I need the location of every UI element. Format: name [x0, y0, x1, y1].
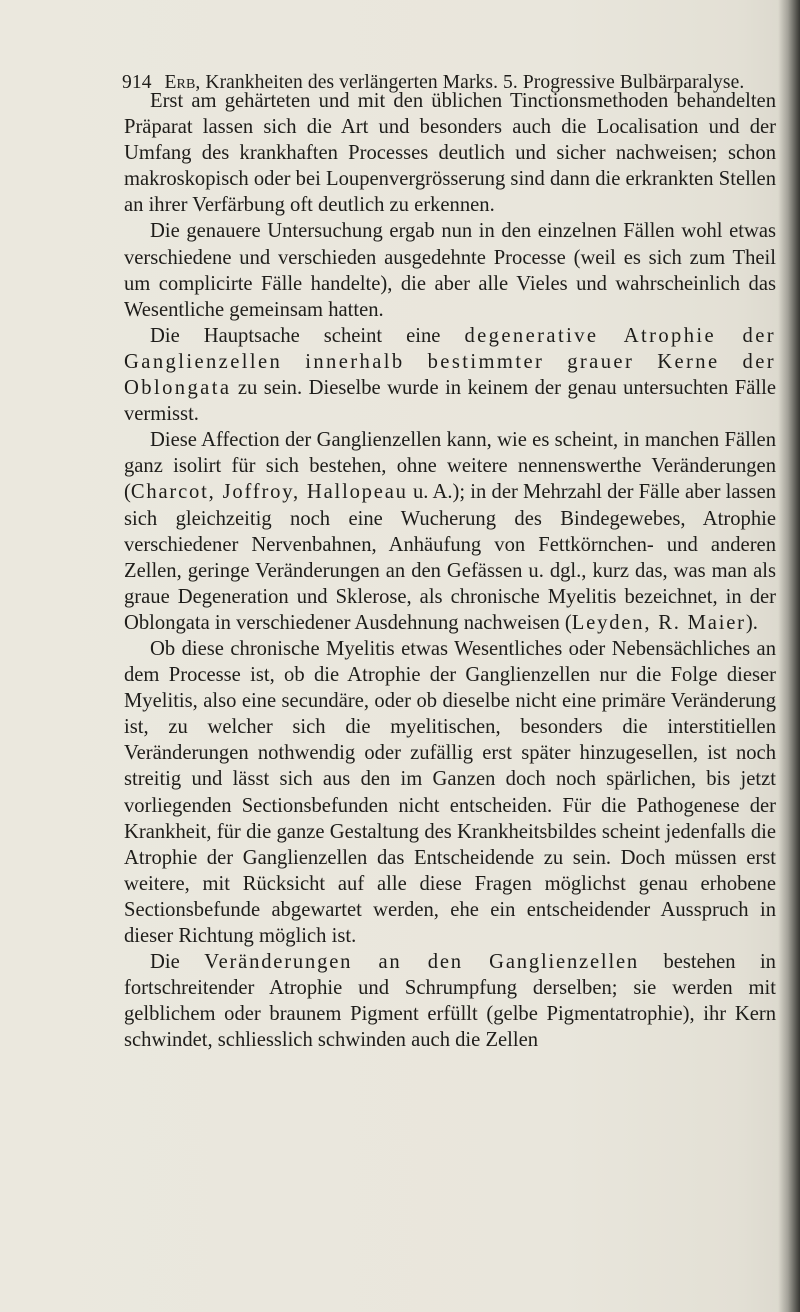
- text-span: Ob diese chronische Myelitis etwas Wesentliches oder Nebensächliches an dem Processe ist, ob die Atrophie der Ganglienzellen nur die Folge dieser Myelitis, also eine secundäre, oder ob dieselbe nicht eine primäre Veränderung ist, zu welcher sich die myelitischen, besonders die interstitiellen Veränderungen nothwendig oder zufällig erst später hinzugesellen, ist noch streitig und lässt sich aus den im Ganzen doch noch spärlichen, bis jetzt vorliegenden Sectionsbefunden nicht entscheiden. Für die Pathogenese der Krankheit, für die ganze Gestaltung des Krankheitsbildes scheint jedenfalls die Atrophie der Ganglienzellen das Entscheidende zu sein. Doch müssen erst weitere, mit Rücksicht auf alle diese Fragen möglichst genau erhobene Sectionsbefunde abgewartet werden, ehe ein entscheidender Ausspruch in dieser Richtung möglich ist.: [124, 637, 776, 947]
- text-span: Erst am gehärteten und mit den üblichen Tinctionsmethoden behandelten Präparat lassen sich die Art und besonders auch die Localisation und der Umfang des krankhaften Processes deutlich und sicher nachweisen; schon makroskopisch oder bei Loupenvergrösserung sind dann die erkrankten Stellen an ihrer Verfärbung oft deutlich zu erkennen.: [124, 90, 776, 217]
- text-span: Die Hauptsache scheint eine: [150, 324, 465, 347]
- text-span: Diese Affection der Ganglienzellen kann, wie es scheint, in manchen Fällen ganz isolirt für sich bestehen, ohne weitere nennenswerthe Veränderungen (: [124, 429, 776, 504]
- emphasized-text: degenerative Atrophie der Ganglienzellen innerhalb bestimmter grauer Kerne der Oblongata: [124, 324, 776, 400]
- paragraph: [124, 218, 776, 322]
- body-text: [124, 88, 776, 1053]
- paragraph: [124, 949, 776, 1053]
- text-span: zu sein. Dieselbe wurde in keinem der genau untersuchten Fälle vermisst.: [124, 377, 776, 426]
- text-span: u. A.); in der Mehrzahl der Fälle aber lassen sich gleichzeitig noch eine Wucherung des Bindegewebes, Atrophie verschiedener Nervenbahnen, Anhäufung von Fettkörnchen- und anderen Zellen, geringe Veränderungen an den Gefässen u. dgl., kurz das, was man als graue Degeneration und Sklerose, als chronische Myelitis bezeichnet, in der Oblongata in verschiedener Ausdehnung nachweisen (: [124, 481, 777, 634]
- paragraph: [124, 427, 776, 636]
- paragraph: [124, 88, 776, 218]
- emphasized-text: Veränderungen an den Ganglienzellen: [204, 951, 640, 974]
- page-edge-shadow: [778, 0, 800, 1312]
- text-span: Die genauere Untersuchung ergab nun in den einzelnen Fällen wohl etwas verschiedene und verschieden ausgedehnte Processe (weil es sich zum Theil um complicirte Fälle handelte), die aber alle Vieles und wahrscheinlich das Wesentliche gemeinsam hatten.: [124, 220, 776, 321]
- running-head-title: Krankheiten des verlängerten Marks. 5. Progressive Bulbärparalyse.: [205, 72, 745, 93]
- paragraph: [124, 323, 776, 427]
- author-names: Leyden, R. Maier: [571, 611, 746, 634]
- text-span: Die: [150, 951, 205, 974]
- author-names: Charcot, Joffroy, Hallopeau: [130, 481, 408, 504]
- text-span: bestehen in fortschreitender Atrophie und Schrumpfung derselben; sie werden mit gelblichem oder braunem Pigment erfüllt (gelbe Pigmentatrophie), ihr Kern schwindet, schliesslich schwinden auch die Zellen: [124, 951, 776, 1052]
- running-head-author: Erb,: [164, 72, 201, 93]
- text-span: ).: [745, 611, 758, 634]
- page-number: 914: [122, 72, 152, 93]
- paragraph: [124, 636, 776, 949]
